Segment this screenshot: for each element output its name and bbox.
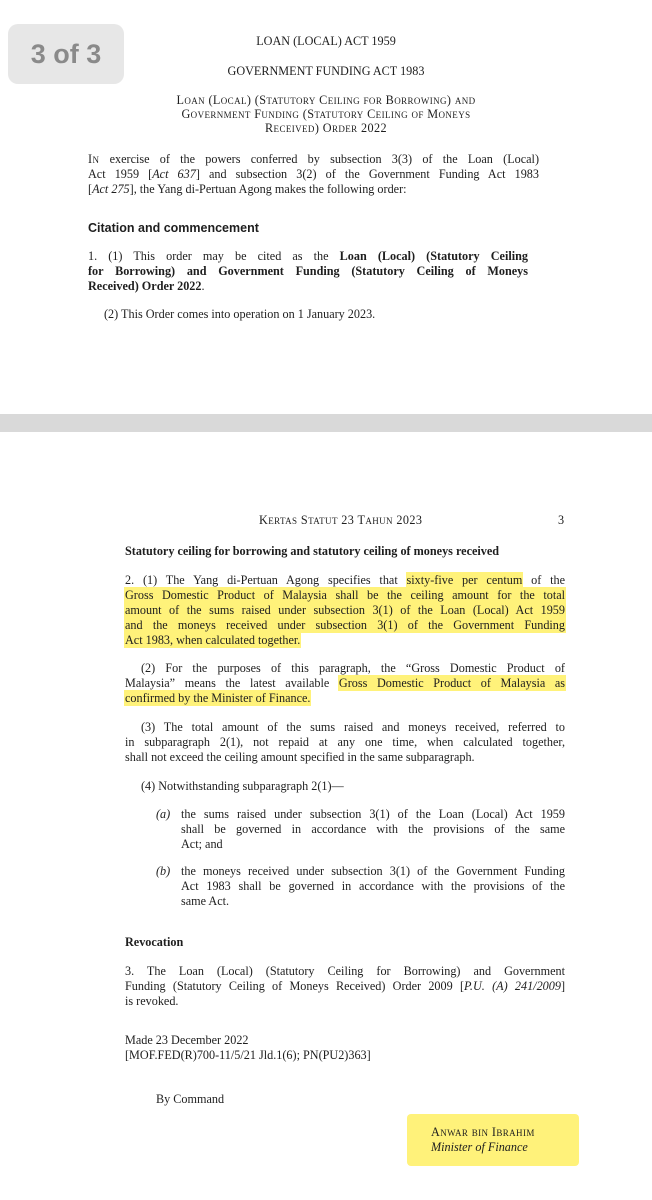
preamble-line: [Act 275], the Yang di-Pertuan Agong makes the following order: <box>88 182 407 196</box>
item-b-label: (b) <box>156 864 171 878</box>
para2-1-line: and the moneys received under subsection 3(1) of the Government Funding <box>125 618 565 632</box>
para2-3-line: in subparagraph 2(1), not repaid at any one time, when calculated together, <box>125 735 565 749</box>
item-b-line: same Act. <box>181 894 230 908</box>
heading-statutory-ceiling: Statutory ceiling for borrowing and statutory ceiling of moneys received <box>125 544 500 558</box>
document-page-2 <box>0 432 652 1200</box>
act-title-1: LOAN (LOCAL) ACT 1959 <box>256 34 396 48</box>
para1-line: for Borrowing) and Government Funding (Statutory Ceiling of Moneys <box>88 264 528 278</box>
order-title-line: Government Funding (Statutory Ceiling of Moneys <box>181 107 471 121</box>
signatory-title: Minister of Finance <box>431 1140 528 1154</box>
order-title-line: Loan (Local) (Statutory Ceiling for Borrowing) and <box>176 93 476 107</box>
item-b-line: Act 1983 shall be governed in accordance with the provisions of the <box>181 879 565 893</box>
heading-citation: Citation and commencement <box>88 221 259 235</box>
document-page-1 <box>0 0 652 414</box>
para2-2-line: (2) For the purposes of this paragraph, the “Gross Domestic Product of <box>141 661 565 675</box>
para2-1-line: Gross Domestic Product of Malaysia shall be the ceiling amount for the total <box>125 588 565 602</box>
preamble-line: Act 1959 [Act 637] and subsection 3(2) of the Government Funding Act 1983 <box>88 167 539 181</box>
para2-2-line: confirmed by the Minister of Finance. <box>125 691 311 705</box>
order-title-line: Received) Order 2022 <box>265 121 387 135</box>
para2-1-line: 2. (1) The Yang di-Pertuan Agong specifies that sixty-five per centum of the <box>125 573 565 587</box>
act-title-2: GOVERNMENT FUNDING ACT 1983 <box>227 64 425 78</box>
made-date: Made 23 December 2022 <box>125 1033 249 1047</box>
para1-line: Received) Order 2022. <box>88 279 205 293</box>
para2-1-line: Act 1983, when calculated together. <box>125 633 301 647</box>
item-a-line: the sums raised under subsection 3(1) of the Loan (Local) Act 1959 <box>181 807 565 821</box>
item-a-label: (a) <box>156 807 171 821</box>
para1-line: 1. (1) This order may be cited as the Loan (Local) (Statutory Ceiling <box>88 249 528 263</box>
para3-line: Funding (Statutory Ceiling of Moneys Received) Order 2009 [P.U. (A) 241/2009] <box>125 979 566 993</box>
by-command: By Command <box>156 1092 225 1106</box>
para2-3-line: shall not exceed the ceiling amount specified in the same subparagraph. <box>125 750 475 764</box>
running-head: Kertas Statut 23 Tahun 2023 <box>259 513 423 527</box>
heading-revocation: Revocation <box>125 935 184 949</box>
item-b-line: the moneys received under subsection 3(1) of the Government Funding <box>181 864 565 878</box>
preamble-line: In exercise of the powers conferred by subsection 3(3) of the Loan (Local) <box>88 152 539 166</box>
page-count-badge: 3 of 3 <box>8 24 124 84</box>
signatory-name: Anwar bin Ibrahim <box>431 1125 535 1139</box>
para1-2: (2) This Order comes into operation on 1 January 2023. <box>104 307 376 321</box>
para2-2-line: Malaysia” means the latest available Gross Domestic Product of Malaysia as <box>125 676 566 690</box>
item-a-line: shall be governed in accordance with the provisions of the same <box>181 822 565 836</box>
para2-4: (4) Notwithstanding subparagraph 2(1)— <box>141 779 344 793</box>
para2-3-line: (3) The total amount of the sums raised and moneys received, referred to <box>141 720 565 734</box>
para3-line: 3. The Loan (Local) (Statutory Ceiling for Borrowing) and Government <box>125 964 565 978</box>
page-number: 3 <box>558 513 565 527</box>
item-a-line: Act; and <box>181 837 223 851</box>
para2-1-line: amount of the sums raised under subsection 3(1) of the Loan (Local) Act 1959 <box>125 603 565 617</box>
para3-line: is revoked. <box>125 994 179 1008</box>
reference-number: [MOF.FED(R)700-11/5/21 Jld.1(6); PN(PU2)363] <box>125 1048 371 1062</box>
